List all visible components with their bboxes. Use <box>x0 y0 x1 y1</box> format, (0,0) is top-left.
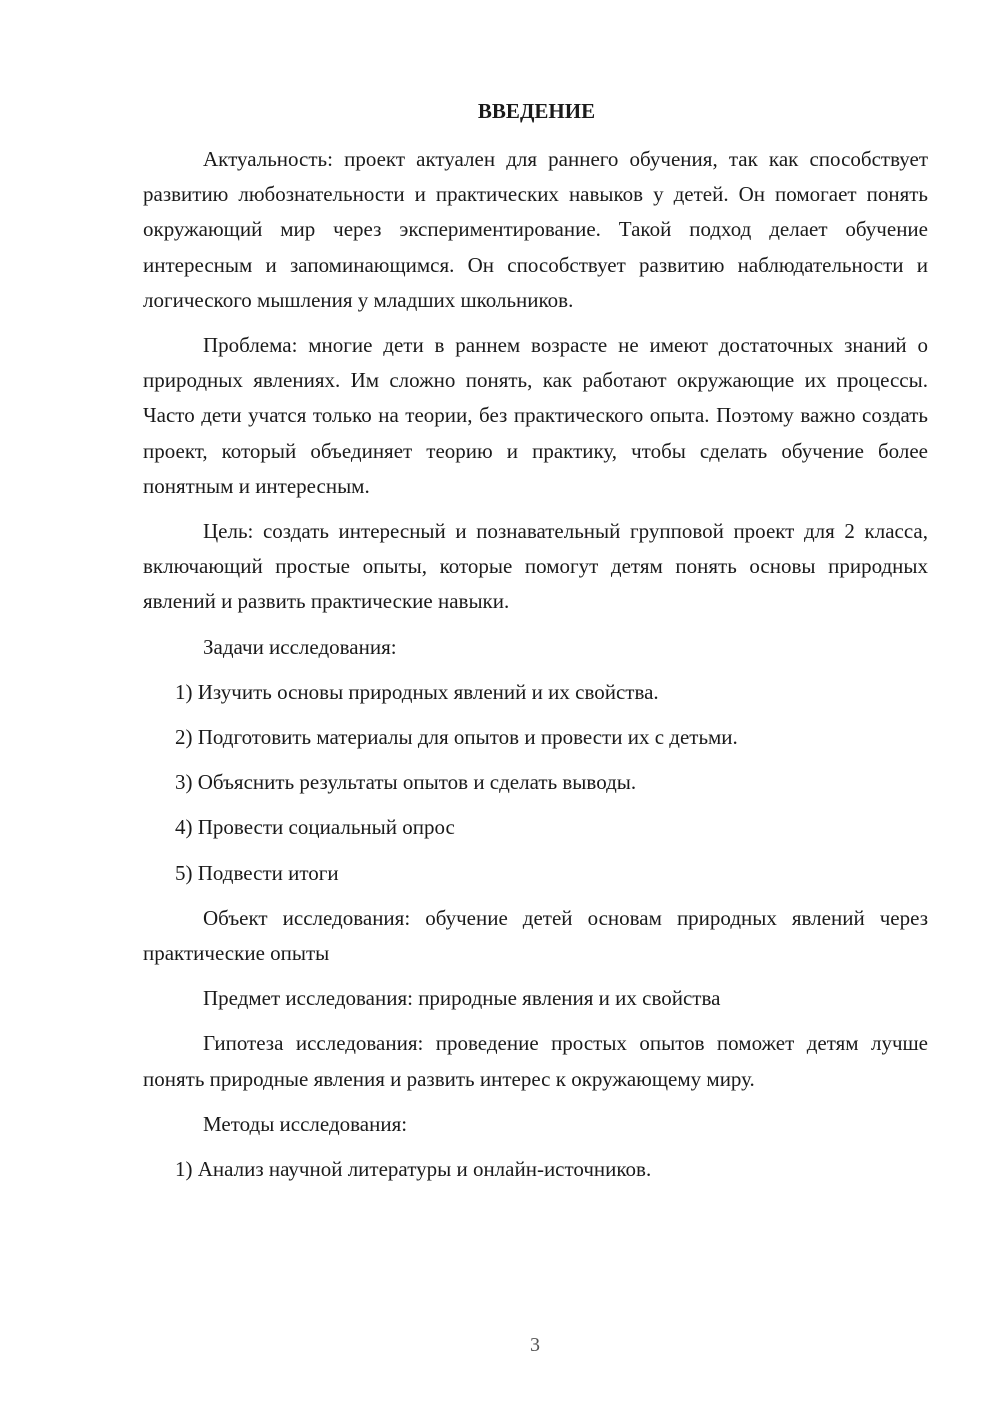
method-item: 1) Анализ научной литературы и онлайн-источников. <box>175 1157 652 1182</box>
task-item: 4) Провести социальный опрос <box>175 815 455 840</box>
task-item: 1) Изучить основы природных явлений и их свойства. <box>175 679 659 704</box>
problem-paragraph: Проблема: многие дети в раннем возрасте не имеют достаточных знаний о природных явлениях. Им сложно понять, как работают окружающие их процессы. Часто дети учатся только на теории, без практического опыта. Поэтому важно создать проект, который объединяет теорию и практику, чтобы сделать обучение более понятным и интересным. <box>143 333 928 498</box>
document-page <box>143 96 928 1197</box>
relevance-paragraph: Актуальность: проект актуален для раннего обучения, так как способствует развитию любознательности и практических навыков у детей. Он помогает понять окружающий мир через экспериментирование. Такой подход делает обучение интересным и запоминающимся. Он способствует развитию наблюдательности и логического мышления у младших школьников. <box>143 147 928 312</box>
object-paragraph: Объект исследования: обучение детей основам природных явлений через практические опыты <box>143 905 928 966</box>
task-item: 3) Объяснить результаты опытов и сделать выводы. <box>175 770 637 795</box>
subject-paragraph: Предмет исследования: природные явления и их свойства <box>203 986 721 1011</box>
page-number: 3 <box>530 1334 540 1356</box>
methods-heading: Методы исследования: <box>203 1111 408 1136</box>
goal-paragraph: Цель: создать интересный и познавательный групповой проект для 2 класса, включающий простые опыты, которые помогут детям понять основы природных явлений и развить практические навыки. <box>143 519 928 614</box>
hypothesis-paragraph: Гипотеза исследования: проведение простых опытов поможет детям лучше понять природные явления и развить интерес к окружающему миру. <box>143 1031 928 1091</box>
tasks-heading: Задачи исследования: <box>203 634 397 659</box>
task-item: 5) Подвести итоги <box>175 860 339 885</box>
task-item: 2) Подготовить материалы для опытов и провести их с детьми. <box>175 725 738 750</box>
section-title: ВВЕДЕНИЕ <box>477 99 596 123</box>
